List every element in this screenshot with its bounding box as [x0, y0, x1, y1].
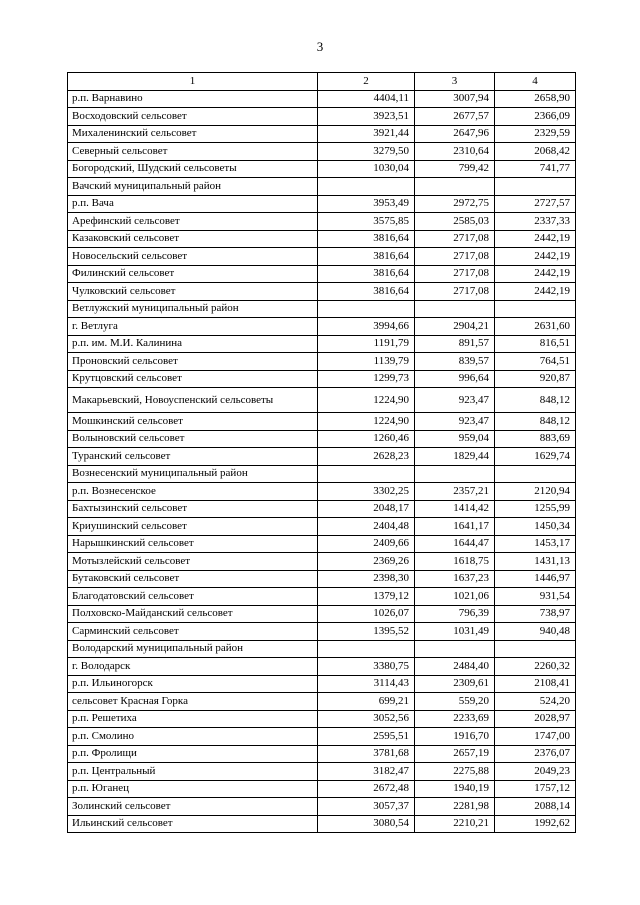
value-cell-col3: 1414,42 — [415, 500, 495, 518]
row-name-cell: р.п. Вознесенское — [68, 483, 318, 501]
row-name-cell: Мотызлейский сельсовет — [68, 553, 318, 571]
row-name-cell: р.п. Центральный — [68, 763, 318, 781]
data-table — [67, 72, 576, 833]
table-row — [68, 388, 576, 413]
table-row — [68, 588, 576, 606]
table-row — [68, 160, 576, 178]
value-cell-col2: 3816,64 — [318, 230, 415, 248]
value-cell-col2: 3080,54 — [318, 815, 415, 833]
row-name-cell: сельсовет Красная Горка — [68, 693, 318, 711]
table-row — [68, 483, 576, 501]
value-cell-col2: 1379,12 — [318, 588, 415, 606]
row-name-cell: р.п. Юганец — [68, 780, 318, 798]
value-cell-col4: 2329,59 — [495, 125, 576, 143]
table-row — [68, 815, 576, 833]
value-cell-col3: 799,42 — [415, 160, 495, 178]
row-name-cell: Володарский муниципальный район — [68, 640, 318, 658]
value-cell-col3: 996,64 — [415, 370, 495, 388]
value-cell-col4: 741,77 — [495, 160, 576, 178]
value-cell-col2: 3182,47 — [318, 763, 415, 781]
value-cell-col4: 848,12 — [495, 388, 576, 413]
value-cell-col2: 3921,44 — [318, 125, 415, 143]
table-row — [68, 518, 576, 536]
value-cell-col2: 1224,90 — [318, 388, 415, 413]
table-row — [68, 230, 576, 248]
row-name-cell: Сарминский сельсовет — [68, 623, 318, 641]
value-cell-col3: 1637,23 — [415, 570, 495, 588]
table-row — [68, 318, 576, 336]
row-name-cell: Крутцовский сельсовет — [68, 370, 318, 388]
value-cell-col3 — [415, 300, 495, 318]
value-cell-col4: 1255,99 — [495, 500, 576, 518]
value-cell-col2: 3302,25 — [318, 483, 415, 501]
value-cell-col3: 2233,69 — [415, 710, 495, 728]
row-name-cell: Туранский сельсовет — [68, 448, 318, 466]
table-row — [68, 90, 576, 108]
value-cell-col4: 1992,62 — [495, 815, 576, 833]
value-cell-col3: 2647,96 — [415, 125, 495, 143]
row-name-cell: Криушинский сельсовет — [68, 518, 318, 536]
value-cell-col3: 1829,44 — [415, 448, 495, 466]
value-cell-col3: 2357,21 — [415, 483, 495, 501]
value-cell-col3: 891,57 — [415, 335, 495, 353]
column-header: 4 — [495, 73, 576, 91]
row-name-cell: Вознесенский муниципальный район — [68, 465, 318, 483]
value-cell-col4: 1431,13 — [495, 553, 576, 571]
value-cell-col2: 1299,73 — [318, 370, 415, 388]
value-cell-col2: 3781,68 — [318, 745, 415, 763]
value-cell-col4: 1453,17 — [495, 535, 576, 553]
row-name-cell: Полховско-Майданский сельсовет — [68, 605, 318, 623]
value-cell-col2: 2398,30 — [318, 570, 415, 588]
value-cell-col4: 2028,97 — [495, 710, 576, 728]
value-cell-col2: 3279,50 — [318, 143, 415, 161]
value-cell-col3: 1916,70 — [415, 728, 495, 746]
value-cell-col3: 2281,98 — [415, 798, 495, 816]
table-row — [68, 283, 576, 301]
value-cell-col2: 3816,64 — [318, 248, 415, 266]
value-cell-col3: 559,20 — [415, 693, 495, 711]
value-cell-col3: 923,47 — [415, 388, 495, 413]
table-body — [68, 90, 576, 833]
row-name-cell: р.п. Смолино — [68, 728, 318, 746]
value-cell-col4: 2442,19 — [495, 230, 576, 248]
value-cell-col4 — [495, 178, 576, 196]
row-name-cell: Ильинский сельсовет — [68, 815, 318, 833]
value-cell-col2: 3380,75 — [318, 658, 415, 676]
table-row — [68, 623, 576, 641]
row-name-cell: Золинский сельсовет — [68, 798, 318, 816]
value-cell-col4: 2366,09 — [495, 108, 576, 126]
value-cell-col2: 1395,52 — [318, 623, 415, 641]
value-cell-col4: 2108,41 — [495, 675, 576, 693]
value-cell-col4: 1757,12 — [495, 780, 576, 798]
value-cell-col3: 2904,21 — [415, 318, 495, 336]
value-cell-col2: 2404,48 — [318, 518, 415, 536]
table-row — [68, 798, 576, 816]
row-name-cell: Волыновский сельсовет — [68, 430, 318, 448]
value-cell-col3: 2309,61 — [415, 675, 495, 693]
row-name-cell: Северный сельсовет — [68, 143, 318, 161]
table-row — [68, 353, 576, 371]
value-cell-col2: 4404,11 — [318, 90, 415, 108]
table-row — [68, 413, 576, 431]
value-cell-col3: 2657,19 — [415, 745, 495, 763]
value-cell-col3: 1031,49 — [415, 623, 495, 641]
row-name-cell: г. Володарск — [68, 658, 318, 676]
value-cell-col4 — [495, 465, 576, 483]
value-cell-col3: 2484,40 — [415, 658, 495, 676]
column-header: 2 — [318, 73, 415, 91]
value-cell-col3: 1940,19 — [415, 780, 495, 798]
value-cell-col3: 1021,06 — [415, 588, 495, 606]
table-row — [68, 710, 576, 728]
table-row — [68, 728, 576, 746]
value-cell-col3: 923,47 — [415, 413, 495, 431]
table-row — [68, 370, 576, 388]
value-cell-col4: 848,12 — [495, 413, 576, 431]
table-row — [68, 658, 576, 676]
value-cell-col4: 2442,19 — [495, 283, 576, 301]
table-row — [68, 248, 576, 266]
value-cell-col4: 1450,34 — [495, 518, 576, 536]
value-cell-col4: 940,48 — [495, 623, 576, 641]
value-cell-col4: 920,87 — [495, 370, 576, 388]
row-name-cell: Арефинский сельсовет — [68, 213, 318, 231]
row-name-cell: Филинский сельсовет — [68, 265, 318, 283]
value-cell-col4: 931,54 — [495, 588, 576, 606]
value-cell-col4: 2442,19 — [495, 265, 576, 283]
value-cell-col3 — [415, 178, 495, 196]
row-name-cell: Новосельский сельсовет — [68, 248, 318, 266]
value-cell-col3: 1641,17 — [415, 518, 495, 536]
value-cell-col2: 1026,07 — [318, 605, 415, 623]
value-cell-col2: 3953,49 — [318, 195, 415, 213]
table-row — [68, 125, 576, 143]
header-row — [68, 73, 576, 91]
value-cell-col3: 2677,57 — [415, 108, 495, 126]
value-cell-col4: 2631,60 — [495, 318, 576, 336]
value-cell-col3: 2275,88 — [415, 763, 495, 781]
row-name-cell: Казаковский сельсовет — [68, 230, 318, 248]
value-cell-col2: 3057,37 — [318, 798, 415, 816]
value-cell-col2: 1224,90 — [318, 413, 415, 431]
row-name-cell: Вачский муниципальный район — [68, 178, 318, 196]
value-cell-col2 — [318, 465, 415, 483]
value-cell-col2 — [318, 178, 415, 196]
value-cell-col3: 2972,75 — [415, 195, 495, 213]
table-row — [68, 605, 576, 623]
table-row — [68, 500, 576, 518]
table-row — [68, 213, 576, 231]
value-cell-col4: 2088,14 — [495, 798, 576, 816]
value-cell-col2: 1030,04 — [318, 160, 415, 178]
value-cell-col2: 699,21 — [318, 693, 415, 711]
value-cell-col4: 2260,32 — [495, 658, 576, 676]
table-row — [68, 195, 576, 213]
value-cell-col4 — [495, 300, 576, 318]
value-cell-col4: 2376,07 — [495, 745, 576, 763]
row-name-cell: Чулковский сельсовет — [68, 283, 318, 301]
value-cell-col3: 2310,64 — [415, 143, 495, 161]
value-cell-col3: 2717,08 — [415, 248, 495, 266]
row-name-cell: р.п. Решетиха — [68, 710, 318, 728]
row-name-cell: р.п. Варнавино — [68, 90, 318, 108]
value-cell-col2: 3114,43 — [318, 675, 415, 693]
value-cell-col2 — [318, 640, 415, 658]
row-name-cell: Бутаковский сельсовет — [68, 570, 318, 588]
row-name-cell: Проновский сельсовет — [68, 353, 318, 371]
value-cell-col2: 3816,64 — [318, 283, 415, 301]
table-row — [68, 675, 576, 693]
table-row — [68, 693, 576, 711]
table-row — [68, 465, 576, 483]
value-cell-col4: 883,69 — [495, 430, 576, 448]
row-name-cell: Богородский, Шудский сельсоветы — [68, 160, 318, 178]
value-cell-col2: 1260,46 — [318, 430, 415, 448]
value-cell-col3: 2210,21 — [415, 815, 495, 833]
value-cell-col2: 1139,79 — [318, 353, 415, 371]
value-cell-col3: 2717,08 — [415, 283, 495, 301]
row-name-cell: Благодатовский сельсовет — [68, 588, 318, 606]
value-cell-col3: 796,39 — [415, 605, 495, 623]
row-name-cell: Ветлужский муниципальный район — [68, 300, 318, 318]
value-cell-col4: 1747,00 — [495, 728, 576, 746]
value-cell-col4: 2120,94 — [495, 483, 576, 501]
value-cell-col4: 738,97 — [495, 605, 576, 623]
table-row — [68, 265, 576, 283]
value-cell-col3: 2585,03 — [415, 213, 495, 231]
value-cell-col3: 2717,08 — [415, 265, 495, 283]
table-row — [68, 570, 576, 588]
table-row — [68, 448, 576, 466]
table-row — [68, 108, 576, 126]
value-cell-col2: 2672,48 — [318, 780, 415, 798]
value-cell-col2: 3575,85 — [318, 213, 415, 231]
table-row — [68, 780, 576, 798]
value-cell-col3: 2717,08 — [415, 230, 495, 248]
row-name-cell: Макарьевский, Новоуспенский сельсоветы — [68, 388, 318, 413]
row-name-cell: Михаленинский сельсовет — [68, 125, 318, 143]
value-cell-col3: 839,57 — [415, 353, 495, 371]
table-row — [68, 335, 576, 353]
table-row — [68, 430, 576, 448]
value-cell-col2: 2595,51 — [318, 728, 415, 746]
page-number: 3 — [316, 39, 324, 54]
value-cell-col3: 959,04 — [415, 430, 495, 448]
value-cell-col2: 2048,17 — [318, 500, 415, 518]
column-header: 3 — [415, 73, 495, 91]
row-name-cell: г. Ветлуга — [68, 318, 318, 336]
value-cell-col4: 2727,57 — [495, 195, 576, 213]
value-cell-col3: 1618,75 — [415, 553, 495, 571]
value-cell-col4: 2068,42 — [495, 143, 576, 161]
table-row — [68, 553, 576, 571]
value-cell-col4: 524,20 — [495, 693, 576, 711]
value-cell-col2 — [318, 300, 415, 318]
value-cell-col4: 2442,19 — [495, 248, 576, 266]
table-row — [68, 300, 576, 318]
row-name-cell: Мошкинский сельсовет — [68, 413, 318, 431]
value-cell-col4: 2658,90 — [495, 90, 576, 108]
value-cell-col2: 1191,79 — [318, 335, 415, 353]
value-cell-col2: 2409,66 — [318, 535, 415, 553]
value-cell-col3: 1644,47 — [415, 535, 495, 553]
row-name-cell: Восходовский сельсовет — [68, 108, 318, 126]
value-cell-col3: 3007,94 — [415, 90, 495, 108]
value-cell-col4: 816,51 — [495, 335, 576, 353]
table-row — [68, 640, 576, 658]
column-header: 1 — [68, 73, 318, 91]
row-name-cell: р.п. Ильиногорск — [68, 675, 318, 693]
row-name-cell: р.п. Вача — [68, 195, 318, 213]
value-cell-col4: 2337,33 — [495, 213, 576, 231]
value-cell-col2: 2628,23 — [318, 448, 415, 466]
table-row — [68, 535, 576, 553]
table-row — [68, 178, 576, 196]
value-cell-col2: 2369,26 — [318, 553, 415, 571]
row-name-cell: Бахтызинский сельсовет — [68, 500, 318, 518]
row-name-cell: Нарышкинский сельсовет — [68, 535, 318, 553]
value-cell-col4: 2049,23 — [495, 763, 576, 781]
table-row — [68, 745, 576, 763]
value-cell-col4: 1629,74 — [495, 448, 576, 466]
value-cell-col4: 1446,97 — [495, 570, 576, 588]
row-name-cell: р.п. им. М.И. Калинина — [68, 335, 318, 353]
value-cell-col3 — [415, 640, 495, 658]
value-cell-col2: 3994,66 — [318, 318, 415, 336]
row-name-cell: р.п. Фролищи — [68, 745, 318, 763]
value-cell-col3 — [415, 465, 495, 483]
value-cell-col4 — [495, 640, 576, 658]
value-cell-col4: 764,51 — [495, 353, 576, 371]
table-row — [68, 763, 576, 781]
value-cell-col2: 3816,64 — [318, 265, 415, 283]
value-cell-col2: 3052,56 — [318, 710, 415, 728]
table-row — [68, 143, 576, 161]
value-cell-col2: 3923,51 — [318, 108, 415, 126]
